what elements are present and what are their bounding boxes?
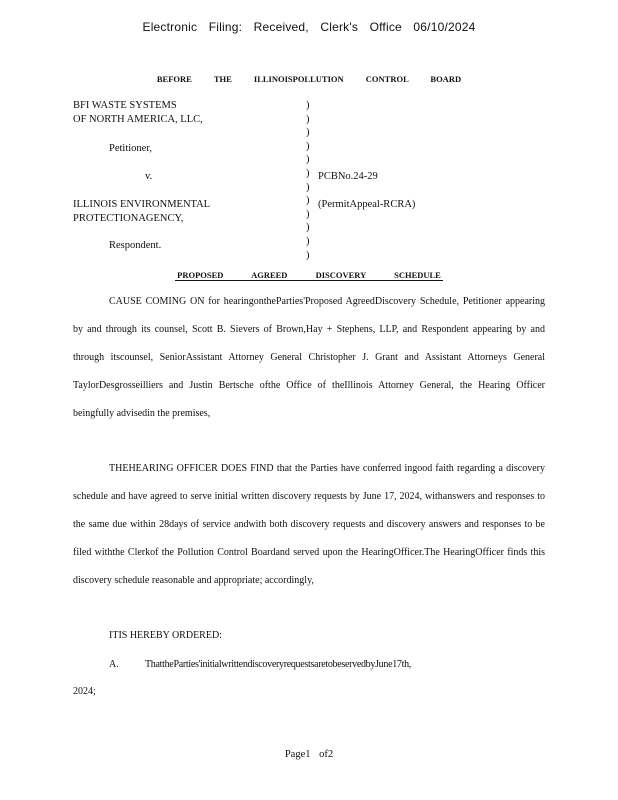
respondent-label: Respondent. (109, 240, 162, 251)
versus-label: v. (145, 171, 153, 182)
petitioner-name-line2: OF NORTH AMERICA, LLC, (73, 114, 203, 125)
item-a-text: ThattheParties'initialwrittendiscoveryrequestsaretobeservedbyJune17th, (145, 659, 411, 670)
document-title-text: PROPOSED AGREED DISCOVERY SCHEDULE (177, 270, 441, 280)
caption-parentheses: ) ) ) ) ) ) ) ) ) ) ) ) (306, 100, 310, 261)
paragraph-findings: THEHEARING OFFICER DOES FIND that the Parties have conferred ingood faith regarding a discovery schedule and have agreed to serve initial written discovery requests by June 17, 2024, withanswers and responses to the same due within 28days of service andwith both discovery requests and discovery answers and responses to be filed withthe Clerkof the Pollution Control Boardand served upon the HearingOfficer.The HearingOfficer finds this discovery schedule reasonable and appropriate; accordingly, (73, 463, 545, 586)
ordered-heading: ITIS HEREBY ORDERED: (109, 630, 222, 641)
petitioner-label: Petitioner, (109, 143, 153, 154)
item-a-label: A. (109, 659, 119, 670)
respondent-name-line1: ILLINOIS ENVIRONMENTAL (73, 199, 211, 210)
board-title: BEFORE THE ILLINOISPOLLUTION CONTROL BOARD (156, 74, 462, 84)
respondent-name-line2: PROTECTIONAGENCY, (73, 213, 184, 224)
page-number: Page1 of2 (284, 749, 334, 760)
document-title (0, 270, 618, 280)
item-a-continuation: 2024; (73, 686, 96, 697)
petitioner-name-line1: BFI WASTE SYSTEMS (73, 100, 177, 111)
case-type: (PermitAppeal-RCRA) (318, 199, 416, 210)
case-number: PCBNo.24-29 (318, 171, 378, 182)
paragraph-cause: CAUSE COMING ON for hearingontheParties'Proposed AgreedDiscovery Schedule, Petitioner appearing by and through its counsel, Scott B. Sievers of Brown,Hay + Stephens, LLP, and Respondent appearing by and through itscounsel, SeniorAssistant Attorney General Christopher J. Grant and Assistant Attorneys General TaylorDesgrosseilliers and Justin Bertsche ofthe Office of theIllinois Attorney General, the Hearing Officer beingfully advisedin the premises, (73, 296, 545, 419)
filing-header: Electronic Filing: Received, Clerk's Office 06/10/2024 (142, 20, 476, 34)
